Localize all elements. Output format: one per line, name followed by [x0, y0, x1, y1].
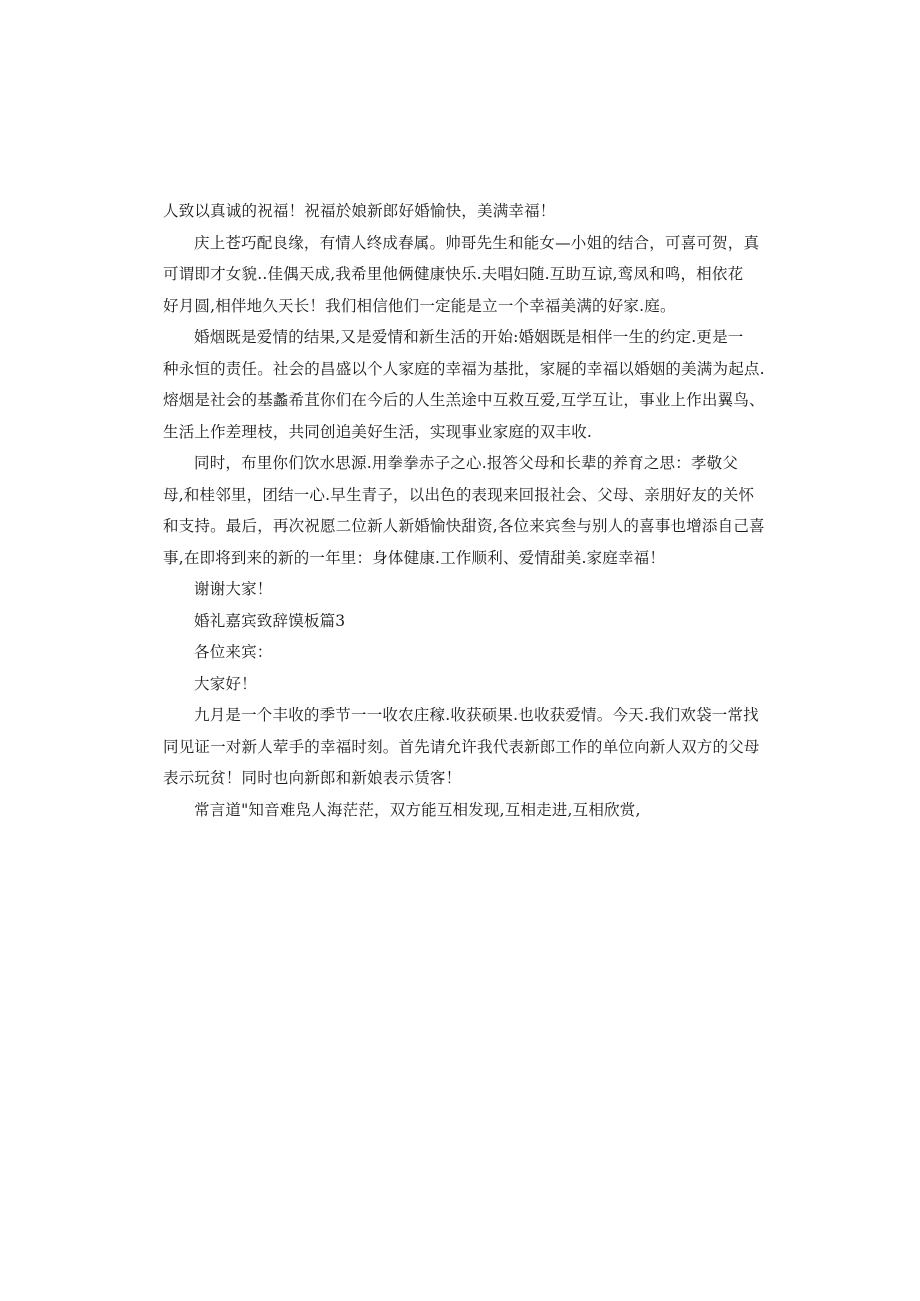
text-line: 种永恒的责任。社会的昌盛以个人家庭的幸福为基批，家屣的幸福以婚姻的美满为起点. [163, 359, 765, 378]
text-line: 好月圆,相伴地久天长！我们相信他们一定能是立一个幸福美满的好家.庭。 [163, 296, 676, 315]
text-line: 九月是一个丰收的季节一一收农庄稼.收获硕果.也收获爱情。今天.我们欢袋一常找 [194, 706, 759, 724]
text-line: 婚烟既是爱情的结果,又是爱情和新生活的开始:婚姻既是相伴一生的约定.更是一 [194, 328, 744, 346]
text-line: 谢谢大家！ [194, 580, 273, 598]
text-line: 人致以真诚的祝福！祝福於娘新郎好婚愉快，美满幸福！ [163, 202, 556, 220]
text-line: 各位来宾： [194, 643, 273, 661]
text-line: 母,和桂邻里，团结一心.早生青子，以出色的表现来回报社会、父母、亲朋好友的关怀 [163, 485, 755, 504]
text-line: 常言道"知音难凫人海茫茫，双方能互相发现,互相走进,互相欣赏, [194, 800, 641, 819]
text-line: 庆上苍巧配良缘，有情人终成春属。帅哥先生和能女—小姐的结合，可喜可贺，真 [194, 233, 760, 252]
text-line: 和支持。最后，再次祝愿二位新人新婚愉快甜资,各位来宾叁与别人的喜事也增添自己喜 [163, 517, 765, 535]
text-line: 同时，布里你们饮水思源.用拳拳赤子之心.报答父母和长辈的养育之思：孝敬父 [194, 454, 739, 472]
text-line: 大家好！ [194, 674, 257, 693]
text-line: 同见证一对新人荤手的幸福时刻。首先请允许我代表新郎工作的单位向新人双方的父母 [163, 737, 760, 756]
text-line: 熔烟是社会的基蠡希苴你们在今后的人生羔途中互救互爱,互学互让，事业上作出翼鸟、 [163, 391, 765, 409]
text-line: 婚礼嘉宾致辞馍板篇3 [194, 611, 346, 630]
text-line: 生活上作差理枝，共同创追美好生活，实现事业家庭的双丰收. [163, 422, 593, 441]
text-line: 表示玩贫！同时也向新郎和新娘表示赁客！ [163, 769, 462, 787]
text-line: 可谓即才女貌..佳偶天成,我希里他俩健康快乐.夫唱妇随.互助互谅,鸾凤和鸣，相依花 [163, 265, 744, 283]
document-body [163, 196, 763, 826]
text-line: 事,在即将到来的新的一年里：身体健康.工作顺利、爱情甜美.家庭幸福！ [163, 548, 666, 567]
